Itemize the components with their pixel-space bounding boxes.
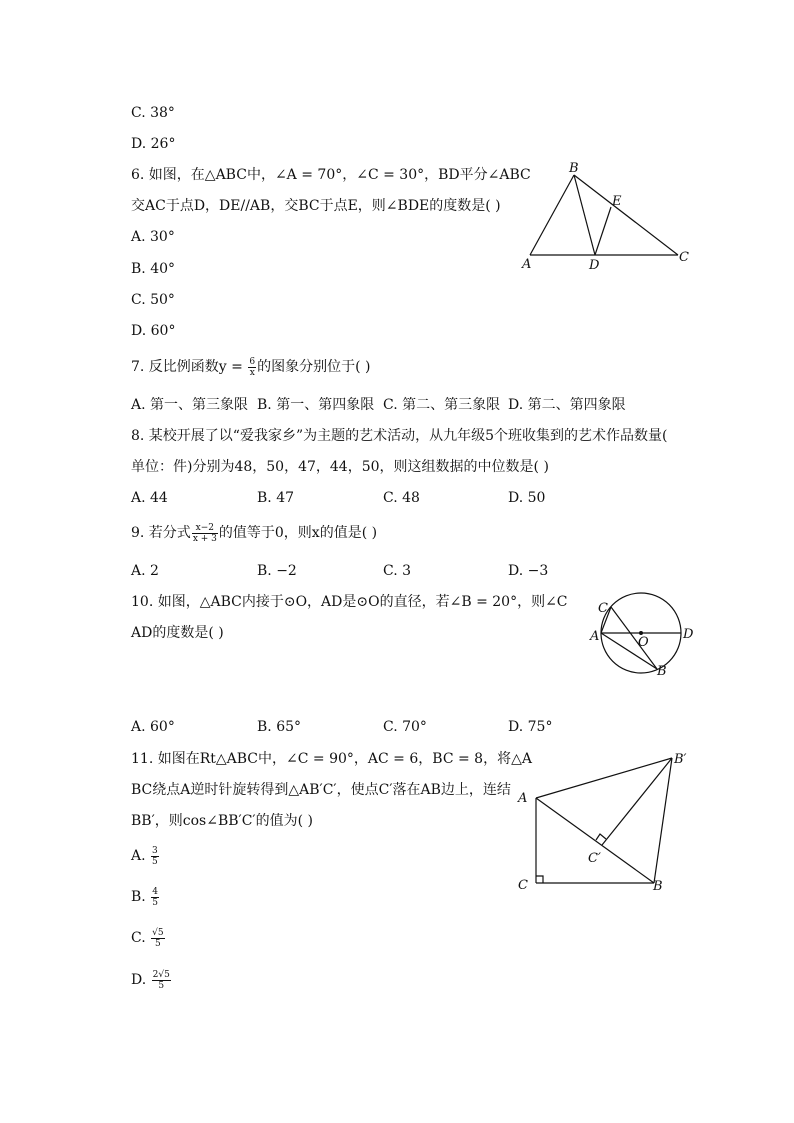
- q11-option-b-fraction: [151, 887, 159, 908]
- q9-stem-suffix: 的值等于0，则x的值是( ): [218, 525, 378, 541]
- q11-option-c: [131, 926, 166, 950]
- q7-option-c: C. 第二、第三象限: [383, 397, 501, 413]
- q6-segment-ab: [530, 175, 574, 255]
- q11-label-c-prime: C′: [588, 851, 601, 866]
- q10-segment-cb: [611, 607, 657, 669]
- q9-fraction-denominator: x + 3: [192, 533, 217, 544]
- q6-label-e: E: [612, 194, 622, 209]
- q11-option-d-den: 5: [158, 980, 165, 991]
- q11-option-a-num: 3: [152, 845, 158, 856]
- q11-option-a-letter: A.: [131, 848, 146, 864]
- q11-rotation-figure: [512, 748, 702, 898]
- q11-label-c: C: [518, 878, 528, 893]
- q6-label-a: A: [522, 257, 532, 272]
- q9-stem: [131, 520, 377, 546]
- q10-option-a: A. 60°: [131, 719, 175, 735]
- q7-fraction: [248, 357, 256, 378]
- q10-label-b: B: [657, 664, 667, 679]
- q6-label-c: C: [679, 250, 689, 265]
- q9-fraction-numerator: x−2: [192, 523, 218, 534]
- q11-segment-ab: [536, 798, 654, 883]
- q11-option-a-den: 5: [152, 856, 158, 867]
- q9-option-c: C. 3: [383, 563, 412, 579]
- q6-label-d: D: [589, 258, 600, 273]
- q10-label-d: D: [683, 627, 694, 642]
- q11-label-a: A: [518, 791, 528, 806]
- q11-option-a-fraction: [151, 846, 159, 867]
- q8-option-d: D. 50: [508, 490, 546, 506]
- q11-option-b: [131, 885, 160, 909]
- q11-option-c-fraction: [151, 928, 164, 949]
- q10-stem-line1: 10. 如图，△ABC内接于⊙O，AD是⊙O的直径，若∠B = 20°，则∠C: [131, 594, 568, 610]
- q11-right-angle-c-prime: [596, 834, 606, 840]
- q6-option-a: A. 30°: [131, 229, 175, 245]
- q11-option-d-letter: D.: [131, 972, 147, 988]
- q10-label-o: O: [638, 635, 649, 650]
- q8-option-a: A. 44: [131, 490, 168, 506]
- q7-option-a: A. 第一、第三象限: [131, 397, 249, 413]
- q10-circle-figure: [585, 592, 695, 682]
- q6-triangle-figure: [515, 160, 695, 275]
- q11-option-c-num: √5: [152, 927, 164, 938]
- q11-option-b-den: 5: [152, 897, 158, 908]
- q11-right-angle-c: [536, 876, 543, 883]
- q6-stem-line2: 交AC于点D，DE//AB，交BC于点E，则∠BDE的度数是( ): [131, 198, 501, 214]
- q7-fraction-denominator: x: [249, 367, 255, 378]
- q8-stem-line2: 单位：件)分别为48，50，47，44，50，则这组数据的中位数是( ): [131, 459, 549, 475]
- q11-option-b-num: 4: [152, 886, 158, 897]
- q6-segment-bd: [574, 175, 595, 255]
- q11-stem-line1: 11. 如图在Rt△ABC中，∠C = 90°，AC = 6，BC = 8，将△A: [131, 751, 532, 767]
- q8-option-b: B. 47: [257, 490, 295, 506]
- q6-option-b: B. 40°: [131, 261, 176, 277]
- q11-option-a: [131, 844, 160, 868]
- q10-option-b: B. 65°: [257, 719, 302, 735]
- q10-option-d: D. 75°: [508, 719, 553, 735]
- q11-label-b-prime: B′: [674, 752, 687, 767]
- q11-option-d-num: 2√5: [152, 969, 170, 980]
- q11-option-c-letter: C.: [131, 930, 146, 946]
- q10-label-a: A: [590, 629, 600, 644]
- q7-stem: [131, 354, 370, 380]
- q6-option-d: D. 60°: [131, 323, 176, 339]
- q6-label-b: B: [569, 161, 579, 176]
- q8-option-c: C. 48: [383, 490, 420, 506]
- q7-stem-suffix: 的图象分别位于( ): [257, 359, 371, 375]
- q10-stem-line2: AD的度数是( ): [131, 625, 224, 641]
- q11-option-d-fraction: [152, 970, 171, 991]
- q6-stem-line1: 6. 如图，在△ABC中，∠A = 70°，∠C = 30°，BD平分∠ABC: [131, 167, 531, 183]
- q6-option-c: C. 50°: [131, 292, 175, 308]
- q9-option-b: B. −2: [257, 563, 297, 579]
- q9-fraction: [192, 523, 218, 544]
- q11-option-d: [131, 968, 172, 992]
- q7-stem-prefix: 7. 反比例函数y =: [131, 359, 248, 375]
- q7-option-b: B. 第一、第四象限: [257, 397, 375, 413]
- q10-option-c: C. 70°: [383, 719, 427, 735]
- q11-option-c-den: 5: [154, 938, 161, 949]
- q8-stem-line1: 8. 某校开展了以“爱我家乡”为主题的艺术活动，从九年级5个班收集到的艺术作品数量(: [131, 428, 668, 444]
- q9-option-a: A. 2: [131, 563, 159, 579]
- q7-option-d: D. 第二、第四象限: [508, 397, 626, 413]
- q9-stem-prefix: 9. 若分式: [131, 525, 191, 541]
- q7-fraction-numerator: 6: [249, 356, 256, 367]
- q5-option-d: D. 26°: [131, 136, 176, 152]
- q11-segment-ab-prime: [536, 758, 672, 798]
- q6-segment-bc: [574, 175, 678, 255]
- q11-option-b-letter: B.: [131, 889, 146, 905]
- q11-stem-line3: BB′，则cos∠BB′C′的值为( ): [131, 813, 313, 829]
- q9-option-d: D. −3: [508, 563, 549, 579]
- q6-segment-de: [595, 207, 611, 255]
- q10-label-c: C: [598, 601, 608, 616]
- q11-stem-line2: BC绕点A逆时针旋转得到△AB′C′，使点C′落在AB边上，连结: [131, 782, 511, 798]
- q11-label-b: B: [653, 879, 663, 894]
- q5-option-c: C. 38°: [131, 105, 175, 121]
